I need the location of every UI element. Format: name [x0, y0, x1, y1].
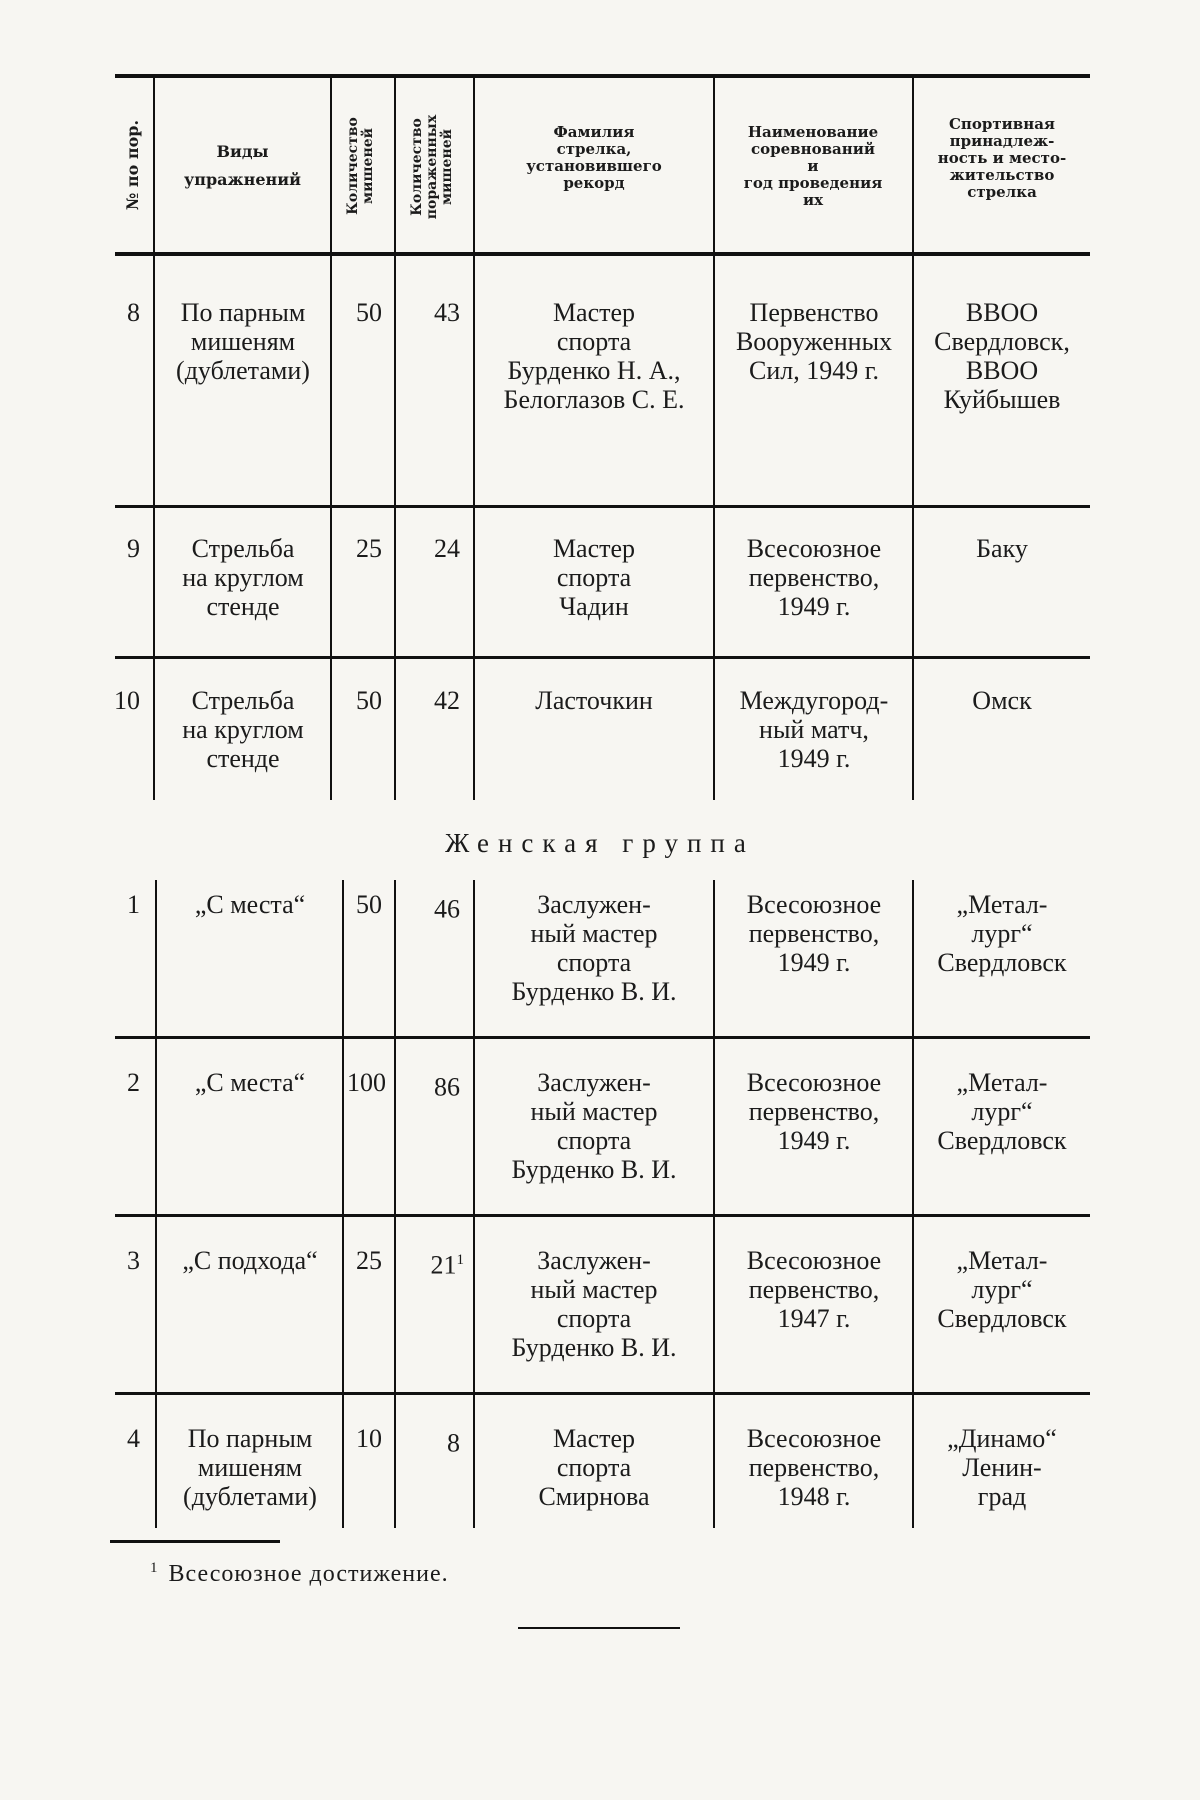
exercise-cell: „С подхода“	[182, 1246, 318, 1275]
footnote	[150, 1560, 449, 1588]
hit-value: 8	[447, 1428, 460, 1458]
row-divider	[115, 505, 1090, 508]
row-number: 8	[127, 298, 140, 327]
shooter-cell: Ласточкин	[535, 686, 653, 715]
hit-cell	[396, 890, 460, 924]
row-number: 2	[127, 1068, 140, 1097]
shooter-cell: Мастер спорта Чадин	[552, 534, 636, 621]
shooter-cell: Заслужен- ный мастер спорта Бурденко В. И.	[511, 890, 677, 1006]
hit-cell	[396, 1246, 464, 1280]
row-divider	[115, 1392, 1090, 1395]
hit-cell: 24	[434, 534, 460, 563]
competition-cell: Всесоюзное первенство, 1947 г.	[746, 1246, 882, 1333]
club-cell: Омск	[972, 686, 1032, 715]
column-rule	[713, 880, 715, 1528]
shooter-cell: Мастер спорта Смирнова	[538, 1424, 650, 1511]
exercise-cell: По парным мишеням (дублетами)	[183, 1424, 317, 1511]
exercise-cell: По парным мишеням (дублетами)	[176, 298, 310, 385]
competition-cell: Всесоюзное первенство, 1948 г.	[746, 1424, 882, 1511]
shooter-cell: Заслужен- ный мастер спорта Бурденко В. И.	[511, 1068, 677, 1184]
row-divider	[115, 1214, 1090, 1217]
header-col-targets: Количество мишеней	[345, 117, 376, 215]
shooter-cell: Заслужен- ный мастер спорта Бурденко В. И.	[511, 1246, 677, 1362]
hit-cell: 43	[434, 298, 460, 327]
footnote-rule	[110, 1540, 280, 1543]
competition-cell: Междугород- ный матч, 1949 г.	[739, 686, 889, 773]
shooter-cell: Мастер спорта Бурденко Н. А., Белоглазов С. Е.	[503, 298, 685, 414]
exercise-cell: Стрельба на круглом стенде	[182, 534, 304, 621]
row-number: 4	[127, 1424, 140, 1453]
row-number: 9	[127, 534, 140, 563]
hit-cell: 42	[434, 686, 460, 715]
header-col-exercise: Виды упражнений	[184, 142, 301, 189]
club-cell: ВВОО Свердловск, ВВОО Куйбышев	[934, 298, 1070, 414]
row-divider	[115, 656, 1090, 659]
competition-cell: Первенство Вооруженных Сил, 1949 г.	[735, 298, 893, 385]
club-cell: „Динамо“ Ленин- град	[947, 1424, 1057, 1511]
hit-value: 46	[434, 894, 460, 924]
section-title: Женская группа	[445, 828, 755, 858]
exercise-cell: „С места“	[194, 890, 306, 919]
targets-cell: 10	[356, 1424, 382, 1453]
end-ornament-rule	[518, 1627, 680, 1629]
hit-value: 21	[430, 1250, 457, 1280]
club-cell: „Метал- лург“ Свердловск	[937, 890, 1067, 977]
hit-value: 86	[434, 1072, 460, 1102]
table-top-rule	[115, 74, 1090, 78]
header-bottom-rule	[115, 252, 1090, 256]
targets-cell: 25	[356, 534, 382, 563]
exercise-cell: „С места“	[194, 1068, 306, 1097]
header-col-hit: Количество пораженных мишеней	[409, 114, 455, 220]
targets-cell: 50	[356, 298, 382, 327]
targets-cell: 50	[356, 686, 382, 715]
hit-cell	[396, 1424, 460, 1458]
row-number: 10	[114, 686, 140, 715]
targets-cell: 50	[356, 890, 382, 919]
column-rule	[155, 880, 157, 1528]
header-col-club: Спортивная принадлеж- ность и место- жительство стрелка	[937, 115, 1067, 201]
club-cell: „Метал- лург“ Свердловск	[937, 1068, 1067, 1155]
column-rule	[713, 78, 715, 800]
row-divider	[115, 1036, 1090, 1039]
competition-cell: Всесоюзное первенство, 1949 г.	[746, 534, 882, 621]
targets-cell: 100	[347, 1068, 386, 1097]
exercise-cell: Стрельба на круглом стенде	[182, 686, 304, 773]
column-rule	[473, 880, 475, 1528]
club-cell: Баку	[976, 534, 1028, 563]
competition-cell: Всесоюзное первенство, 1949 г.	[746, 890, 882, 977]
targets-cell: 25	[356, 1246, 382, 1275]
column-rule	[153, 78, 155, 800]
row-number: 3	[127, 1246, 140, 1275]
header-col-shooter: Фамилия стрелка, установившего рекорд	[526, 123, 662, 192]
footnote-text: Всесоюзное достижение.	[168, 1561, 449, 1587]
header-col-competition: Наименование соревнований и год проведения их	[743, 123, 883, 209]
header-col-number: № по пор.	[123, 119, 142, 211]
footnote-mark: 1	[456, 1252, 464, 1268]
row-number: 1	[127, 890, 140, 919]
hit-cell	[396, 1068, 460, 1102]
competition-cell: Всесоюзное первенство, 1949 г.	[746, 1068, 882, 1155]
footnote-number: 1	[150, 1560, 159, 1576]
column-rule	[473, 78, 475, 800]
club-cell: „Метал- лург“ Свердловск	[937, 1246, 1067, 1333]
